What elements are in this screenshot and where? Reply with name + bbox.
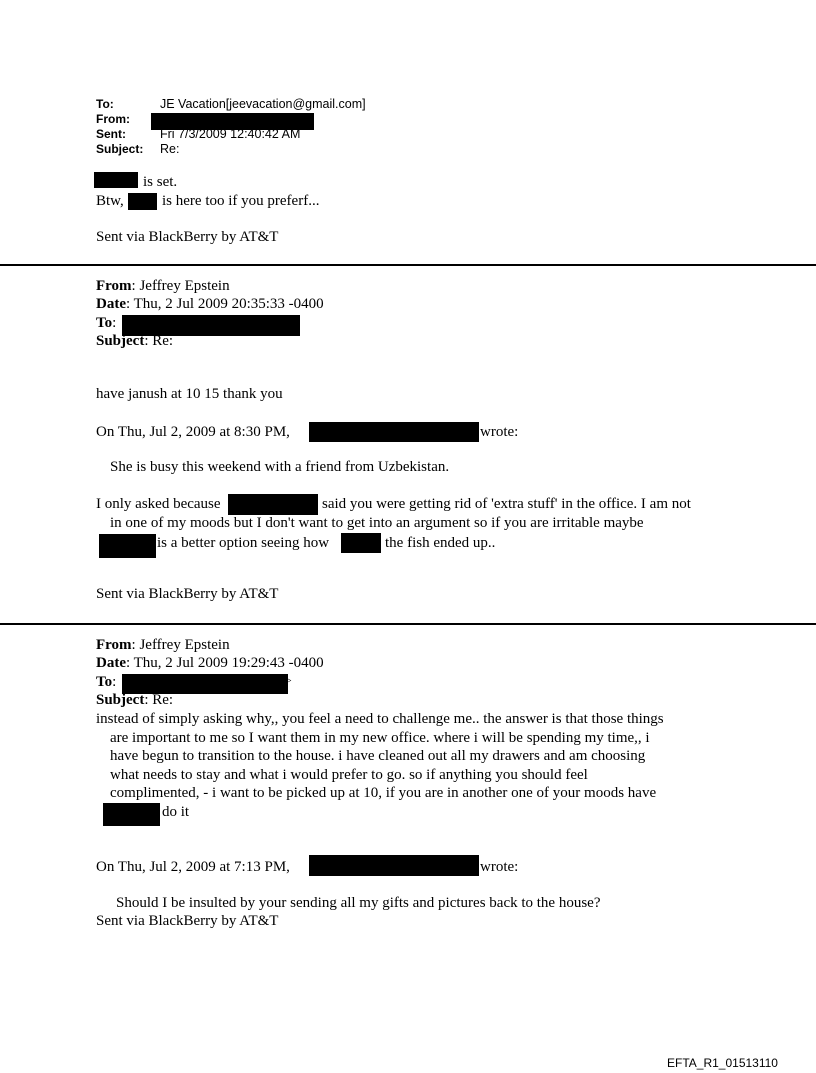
redaction-box: [122, 674, 288, 694]
document-id: EFTA_R1_01513110: [667, 1056, 778, 1070]
quote-intro: On Thu, Jul 2, 2009 at 8:30 PM,: [96, 424, 290, 440]
from-line: From: Jeffrey Epstein: [96, 278, 230, 294]
message-body: have janush at 10 15 thank you: [96, 386, 283, 402]
to-line: To:: [96, 315, 117, 331]
divider: [0, 264, 816, 266]
signature: Sent via BlackBerry by AT&T: [96, 229, 279, 245]
to-suffix: >: [286, 676, 292, 687]
redaction-box: [309, 422, 479, 442]
divider: [0, 623, 816, 625]
sent-label: Sent:: [96, 127, 126, 141]
message-line: what needs to stay and what i would prefer to go. so if anything you should feel: [110, 767, 588, 783]
redaction-box: [228, 494, 318, 515]
redaction-box: [128, 193, 157, 210]
date-line: Date: Thu, 2 Jul 2009 19:29:43 -0400: [96, 655, 324, 671]
quote-intro: wrote:: [480, 859, 519, 875]
from-label: From:: [96, 112, 130, 126]
message-line: do it: [162, 804, 190, 820]
quote-intro: wrote:: [480, 424, 519, 440]
quote-line: Should I be insulted by your sending all my gifts and pictures back to the house?: [116, 895, 601, 911]
redaction-box: [309, 855, 479, 876]
message-line: is set.: [143, 174, 178, 190]
message-line: I only asked because: [96, 496, 221, 512]
redaction-box: [341, 533, 381, 553]
message-line: have begun to transition to the house. i have cleaned out all my drawers and am choosing: [110, 748, 646, 764]
signature: Sent via BlackBerry by AT&T: [96, 586, 279, 602]
quote-line: She is busy this weekend with a friend from Uzbekistan.: [110, 459, 450, 475]
quote-intro: On Thu, Jul 2, 2009 at 7:13 PM,: [96, 859, 290, 875]
message-line: in one of my moods but I don't want to get into an argument so if you are irritable maybe: [110, 515, 644, 531]
to-line: To:: [96, 674, 117, 690]
subject-line: Subject: Re:: [96, 333, 174, 349]
message-line: said you were getting rid of 'extra stuff' in the office. I am not: [322, 496, 691, 512]
message-line: instead of simply asking why,, you feel a need to challenge me.. the answer is that those things: [96, 711, 664, 727]
message-line: are important to me so I want them in my new office. where i will be spending my time,, i: [110, 730, 650, 746]
to-value: JE Vacation[jeevacation@gmail.com]: [160, 97, 366, 111]
date-line: Date: Thu, 2 Jul 2009 20:35:33 -0400: [96, 296, 324, 312]
message-line: is here too if you preferf...: [162, 193, 320, 209]
message-line: is a better option seeing how: [157, 535, 330, 551]
message-line: complimented, - i want to be picked up at 10, if you are in another one of your moods have: [110, 785, 657, 801]
message-line: the fish ended up..: [385, 535, 496, 551]
subject-line: Subject: Re:: [96, 692, 174, 708]
redaction-box: [94, 172, 138, 188]
to-label: To:: [96, 97, 114, 111]
from-line: From: Jeffrey Epstein: [96, 637, 230, 653]
redaction-box: [103, 803, 160, 826]
sent-value: Fri 7/3/2009 12:40:42 AM: [160, 127, 301, 141]
subject-label: Subject:: [96, 142, 144, 156]
redaction-box: [99, 534, 156, 558]
message-line: Btw,: [96, 193, 124, 209]
signature: Sent via BlackBerry by AT&T: [96, 913, 279, 929]
subject-value: Re:: [160, 142, 180, 156]
